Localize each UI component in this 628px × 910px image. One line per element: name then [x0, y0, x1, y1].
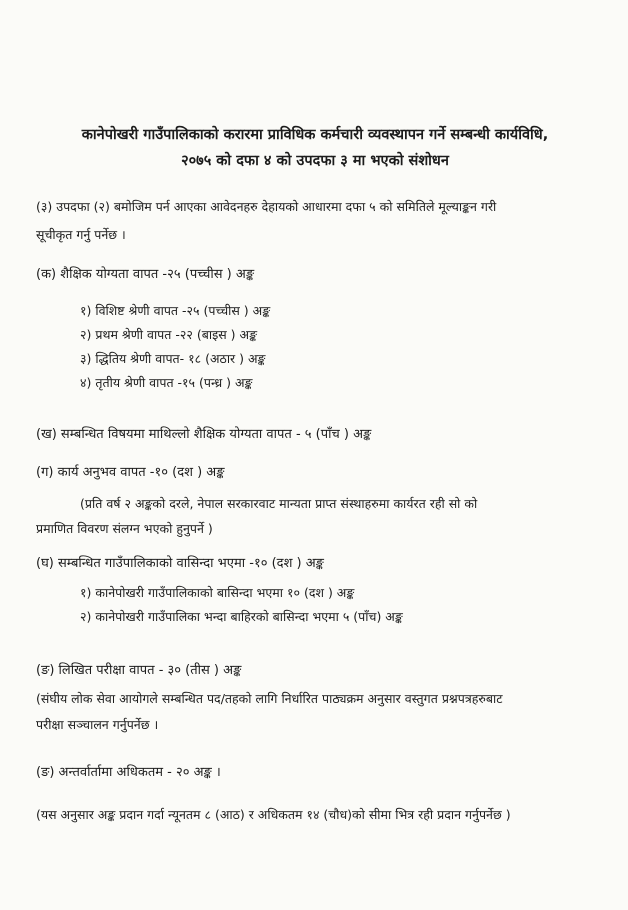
intro-line1: (३) उपदफा (२) बमोजिम पर्न आएका आवेदनहरु देहायको आधारमा दफा ५ को समितिले मूल्याङ्कन गरी — [36, 199, 497, 214]
section-ka-item-3: ३) द्धितिय श्रेणी वापत- १८ (अठार ) अङ्क — [80, 351, 266, 366]
section-ka-item-4: ४) तृतीय श्रेणी वापत -१५ (पन्ध्र ) अङ्क — [80, 375, 253, 390]
section-nga-heading: (ङ) लिखित परीक्षा वापत - ३० (तीस ) अङ्क — [36, 663, 242, 678]
section-ka-item-2: २) प्रथम श्रेणी वापत -२२ (बाइस ) अङ्क — [80, 327, 257, 342]
section-ga-note-line1: (प्रति वर्ष २ अङ्कको दरले, नेपाल सरकारवाट मान्यता प्राप्त संस्थाहरुमा कार्यरत रही सो को — [80, 496, 478, 511]
section-nga2-note: (यस अनुसार अङ्क प्रदान गर्दा न्यूनतम ८ (आठ) र अधिकतम १४ (चौध)को सीमा भित्र रही प्रदान गर्नुपर्नेछ ) — [36, 807, 511, 822]
section-ga-heading: (ग) कार्य अनुभव वापत -१० (दश ) अङ्क — [36, 465, 225, 480]
section-ga-note-line2: प्रमाणित विवरण संलग्न भएको हुनुपर्ने ) — [36, 521, 213, 536]
section-gha-item-2: २) कानेपोखरी गाउँपालिका भन्दा बाहिरको बासिन्दा भएमा ५ (पाँच) अङ्क — [80, 609, 403, 624]
section-nga2-heading: (ङ) अन्तर्वार्तामा अधिकतम - २० अङ्क । — [36, 765, 221, 780]
document-title-line2: २०७५ को दफा ४ को उपदफा ३ मा भएको संशोधन — [181, 153, 449, 169]
section-ka-item-1: १) विशिष्ट श्रेणी वापत -२५ (पच्चीस ) अङ्क — [80, 303, 271, 318]
section-gha-item-1: १) कानेपोखरी गाउँपालिकाको बासिन्दा भएमा १० (दश ) अङ्क — [80, 585, 355, 600]
section-ka-heading: (क) शैक्षिक योग्यता वापत -२५ (पच्चीस ) अङ्क — [36, 267, 255, 282]
section-kha-heading: (ख) सम्बन्धित विषयमा माथिल्लो शैक्षिक योग्यता वापत - ५ (पाँच ) अङ्क — [36, 427, 372, 442]
section-nga-note-line1: (संघीय लोक सेवा आयोगले सम्बन्धित पद/तहको लागि निर्धारित पाठ्यक्रम अनुसार वस्तुगत प्रश्नपत्रहरुबाट — [36, 691, 503, 706]
intro-line2: सूचीकृत गर्नु पर्नेछ । — [36, 227, 126, 242]
section-gha-heading: (घ) सम्बन्धित गाउँपालिकाको वासिन्दा भएमा -१० (दश ) अङ्क — [36, 556, 324, 571]
document-title-line1: कानेपोखरी गाउँपालिकाको करारमा प्राविधिक कर्मचारी व्यवस्थापन गर्ने सम्बन्धी कार्यविधि, — [81, 127, 549, 143]
section-nga-note-line2: परीक्षा सञ्चालन गर्नुपर्नेछ । — [36, 717, 159, 732]
